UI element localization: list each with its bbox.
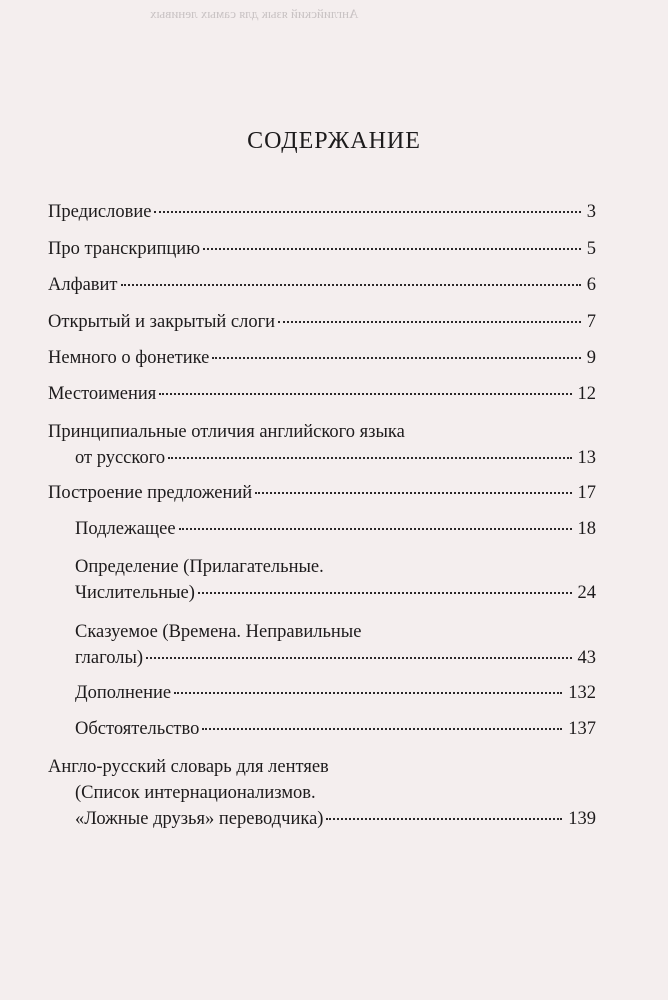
toc-entry-label: от русского [75, 448, 166, 468]
dot-leader [121, 284, 581, 286]
toc-entry-subject[interactable] [75, 518, 596, 540]
toc-entry-dictionary[interactable] [75, 808, 596, 830]
toc-entry-label: Алфавит [48, 275, 118, 295]
toc-entry-predicate[interactable] [75, 647, 596, 669]
toc-entry-adverbial[interactable] [75, 718, 596, 740]
dot-leader [255, 492, 571, 494]
toc-page-number: 9 [586, 348, 596, 368]
dot-leader [202, 728, 562, 730]
dot-leader [212, 357, 580, 359]
toc-page-number: 43 [577, 648, 596, 668]
toc-entry-predicate-line1: Сказуемое (Времена. Неправильные [75, 622, 362, 642]
toc-page-number: 12 [577, 384, 596, 404]
toc-entry-transcription[interactable] [48, 238, 596, 260]
toc-entry-pronouns[interactable] [48, 383, 596, 405]
toc-entry-sentences[interactable] [48, 482, 596, 504]
toc-entry-differences-line1: Принципиальные отличия английского языка [48, 422, 405, 442]
dot-leader [278, 321, 581, 323]
toc-entry-dictionary-line2: (Список интернационализмов. [75, 783, 316, 803]
toc-entry-label: Обстоятельство [75, 719, 200, 739]
dot-leader [168, 457, 571, 459]
toc-entry-attribute-line1: Определение (Прилагательные. [75, 557, 324, 577]
toc-entry-label: Немного о фонетике [48, 348, 210, 368]
toc-page-number: 13 [577, 448, 596, 468]
toc-entry-label: Предисловие [48, 202, 152, 222]
toc-entry-preface[interactable] [48, 201, 596, 223]
toc-entry-label: Построение предложений [48, 483, 253, 503]
toc-page-number: 24 [577, 583, 596, 603]
toc-page-number: 6 [586, 275, 596, 295]
toc-entry-label: Про транскрипцию [48, 239, 201, 259]
toc-page-number: 139 [568, 809, 596, 829]
dot-leader [203, 248, 581, 250]
toc-page-number: 7 [586, 312, 596, 332]
toc-entry-alphabet[interactable] [48, 274, 596, 296]
toc-page-number: 5 [586, 239, 596, 259]
toc-entry-phonetics[interactable] [48, 347, 596, 369]
toc-entry-label: Местоимения [48, 384, 157, 404]
toc-page-number: 18 [577, 519, 596, 539]
toc-entry-label: Открытый и закрытый слоги [48, 312, 276, 332]
toc-page-number: 17 [577, 483, 596, 503]
dot-leader [326, 818, 562, 820]
toc-entry-label: Числительные) [75, 583, 195, 603]
toc-entry-object[interactable] [75, 682, 596, 704]
dot-leader [154, 211, 580, 213]
page-title: СОДЕРЖАНИЕ [247, 128, 421, 154]
toc-entry-differences[interactable] [75, 447, 596, 469]
toc-entry-label: Дополнение [75, 683, 172, 703]
toc-entry-dictionary-line1: Англо-русский словарь для лентяев [48, 757, 329, 777]
bleed-through-header: Английский язык для самых ленивых [150, 6, 359, 21]
toc-entry-syllables[interactable] [48, 311, 596, 333]
toc-entry-label: глаголы) [75, 648, 144, 668]
toc-entry-attribute[interactable] [75, 582, 596, 604]
toc-page-number: 137 [568, 719, 596, 739]
toc-entry-label: Подлежащее [75, 519, 176, 539]
dot-leader [174, 692, 562, 694]
dot-leader [198, 592, 572, 594]
toc-entry-label: «Ложные друзья» переводчика) [75, 809, 324, 829]
dot-leader [159, 393, 571, 395]
dot-leader [179, 528, 572, 530]
dot-leader [146, 657, 571, 659]
toc-page-number: 132 [568, 683, 596, 703]
toc-page-number: 3 [586, 202, 596, 222]
